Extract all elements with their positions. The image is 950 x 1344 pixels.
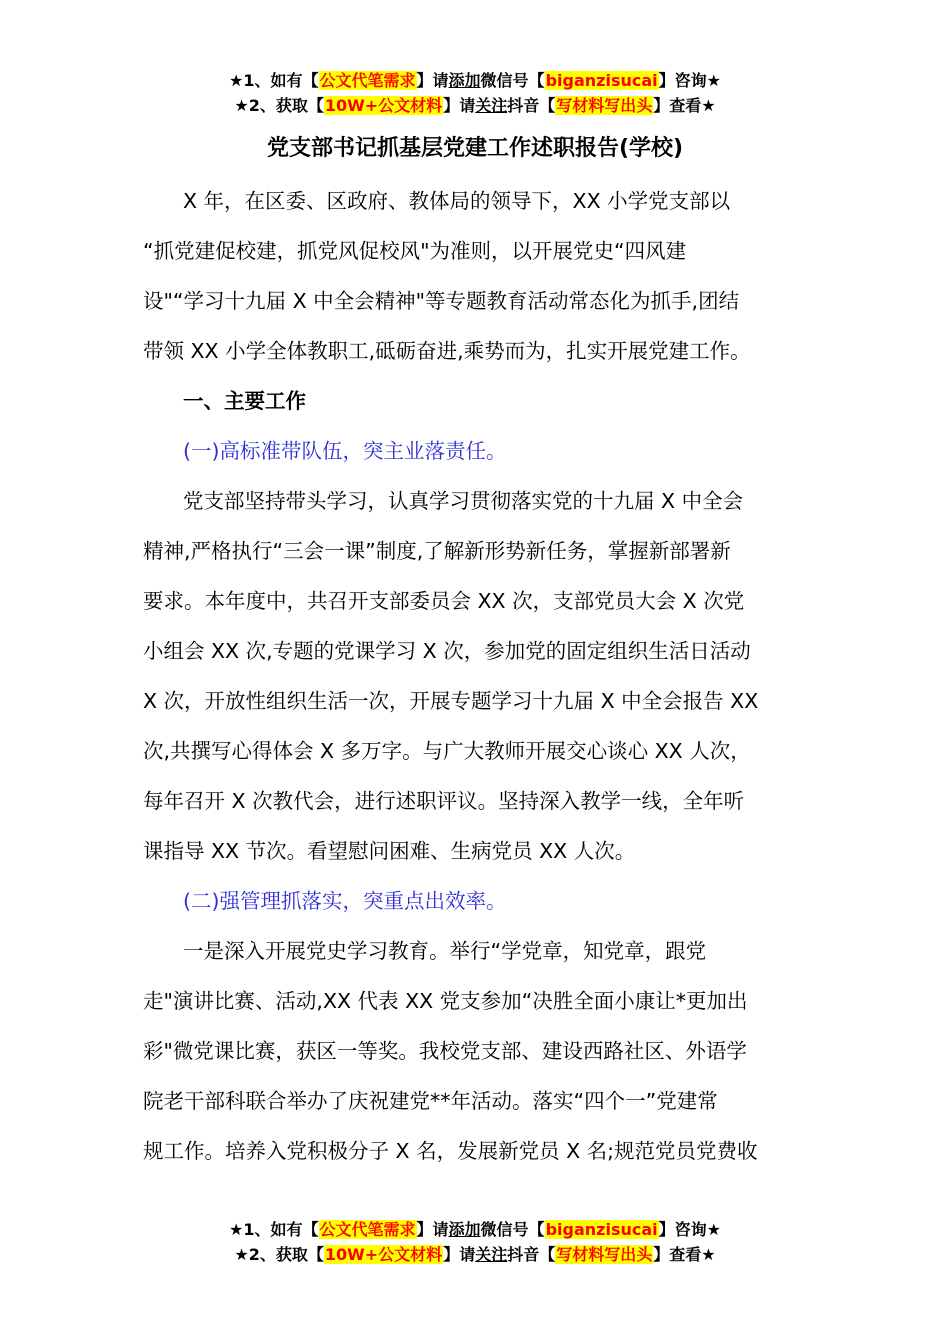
banner-text: ★1、如有【 (229, 71, 319, 90)
banner-line-2 (0, 93, 950, 118)
paragraph-line: X 年，在区委、区政府、教体局的领导下，XX 小学党支部以 (183, 189, 731, 213)
paragraph-line: 彩"微党课比赛，获区一等奖。我校党支部、建设西路社区、外语学 (143, 1039, 747, 1063)
paragraph-line: 每年召开 X 次教代会，进行述职评议。坚持深入教学一线，全年听 (143, 789, 745, 813)
document-title: 党支部书记抓基层党建工作述职报告(学校) (266, 136, 684, 161)
banner-highlight: 10W+公文材料 (324, 96, 443, 115)
top-banner (0, 68, 950, 118)
paragraph-line: 小组会 XX 次,专题的党课学习 X 次，参加党的固定组织生活日活动 (143, 639, 751, 663)
banner-highlight: 写材料写出头 (556, 96, 653, 115)
banner-text: 】查看★ (653, 1245, 716, 1264)
paragraph-line: 课指导 XX 节次。看望慰问困难、生病党员 XX 人次。 (143, 839, 636, 863)
banner-highlight: biganzisucai (545, 71, 658, 90)
section-heading: 一、主要工作 (183, 389, 306, 413)
banner-text: 抖音【 (507, 1245, 556, 1264)
banner-text: 】请 (416, 71, 449, 90)
banner-text: ★1、如有【 (229, 1220, 319, 1239)
banner-text: 】查看★ (653, 96, 716, 115)
paragraph-line: 规工作。培养入党积极分子 X 名，发展新党员 X 名;规范党员党费收 (143, 1139, 758, 1163)
banner-text: 】咨询★ (658, 1220, 721, 1239)
paragraph-line: 设"“学习十九届 X 中全会精神"等专题教育活动常态化为抓手,团结 (143, 289, 740, 313)
banner-highlight: 公文代笔需求 (319, 1220, 416, 1239)
bottom-banner (0, 1217, 950, 1267)
banner-emphasis: 添加 (448, 1220, 481, 1239)
subsection-heading: (二)强管理抓落实，突重点出效率。 (183, 889, 507, 913)
document-body (143, 176, 811, 1176)
banner-text: 微信号【 (480, 1220, 545, 1239)
banner-text: 】请 (416, 1220, 449, 1239)
paragraph-line: “抓党建促校建，抓党风促校风"为准则，以开展党史“四风建 (143, 239, 687, 263)
banner-text: ★2、获取【 (234, 1245, 324, 1264)
subsection-heading: (一)高标准带队伍，突主业落责任。 (183, 439, 507, 463)
banner-text: 】请 (443, 96, 476, 115)
banner-highlight: 写材料写出头 (556, 1245, 653, 1264)
paragraph-line: 次,共撰写心得体会 X 多万字。与广大教师开展交心谈心 XX 人次， (143, 739, 751, 763)
paragraph-line: X 次，开放性组织生活一次，开展专题学习十九届 X 中全会报告 XX (143, 689, 759, 713)
paragraph-line: 走"演讲比赛、活动,XX 代表 XX 党支参加“决胜全面小康让*更加出 (143, 989, 748, 1013)
paragraph-line: 党支部坚持带头学习，认真学习贯彻落实党的十九届 X 中全会 (183, 489, 744, 513)
paragraph-line: 院老干部科联合举办了庆祝建党**年活动。落实“四个一”党建常 (143, 1089, 718, 1113)
paragraph-line: 要求。本年度中，共召开支部委员会 XX 次，支部党员大会 X 次党 (143, 589, 745, 613)
banner-text: 微信号【 (480, 71, 545, 90)
banner-text: 】请 (443, 1245, 476, 1264)
banner-text: 抖音【 (507, 96, 556, 115)
banner-emphasis: 添加 (448, 71, 481, 90)
paragraph-line: 精神,严格执行“三会一课”制度,了解新形势新任务，掌握新部署新 (143, 539, 731, 563)
banner-highlight: 公文代笔需求 (319, 71, 416, 90)
paragraph-line: 带领 XX 小学全体教职工,砥砺奋进,乘势而为，扎实开展党建工作。 (143, 339, 751, 363)
banner-highlight: biganzisucai (545, 1220, 658, 1239)
banner-text: ★2、获取【 (234, 96, 324, 115)
banner-emphasis: 关注 (475, 1245, 508, 1264)
banner-line-1 (0, 1217, 950, 1242)
banner-highlight: 10W+公文材料 (324, 1245, 443, 1264)
banner-text: 】咨询★ (658, 71, 721, 90)
banner-emphasis: 关注 (475, 96, 508, 115)
banner-line-2 (0, 1242, 950, 1267)
paragraph-line: 一是深入开展党史学习教育。举行“学党章，知党章，跟党 (183, 939, 707, 963)
banner-line-1 (0, 68, 950, 93)
